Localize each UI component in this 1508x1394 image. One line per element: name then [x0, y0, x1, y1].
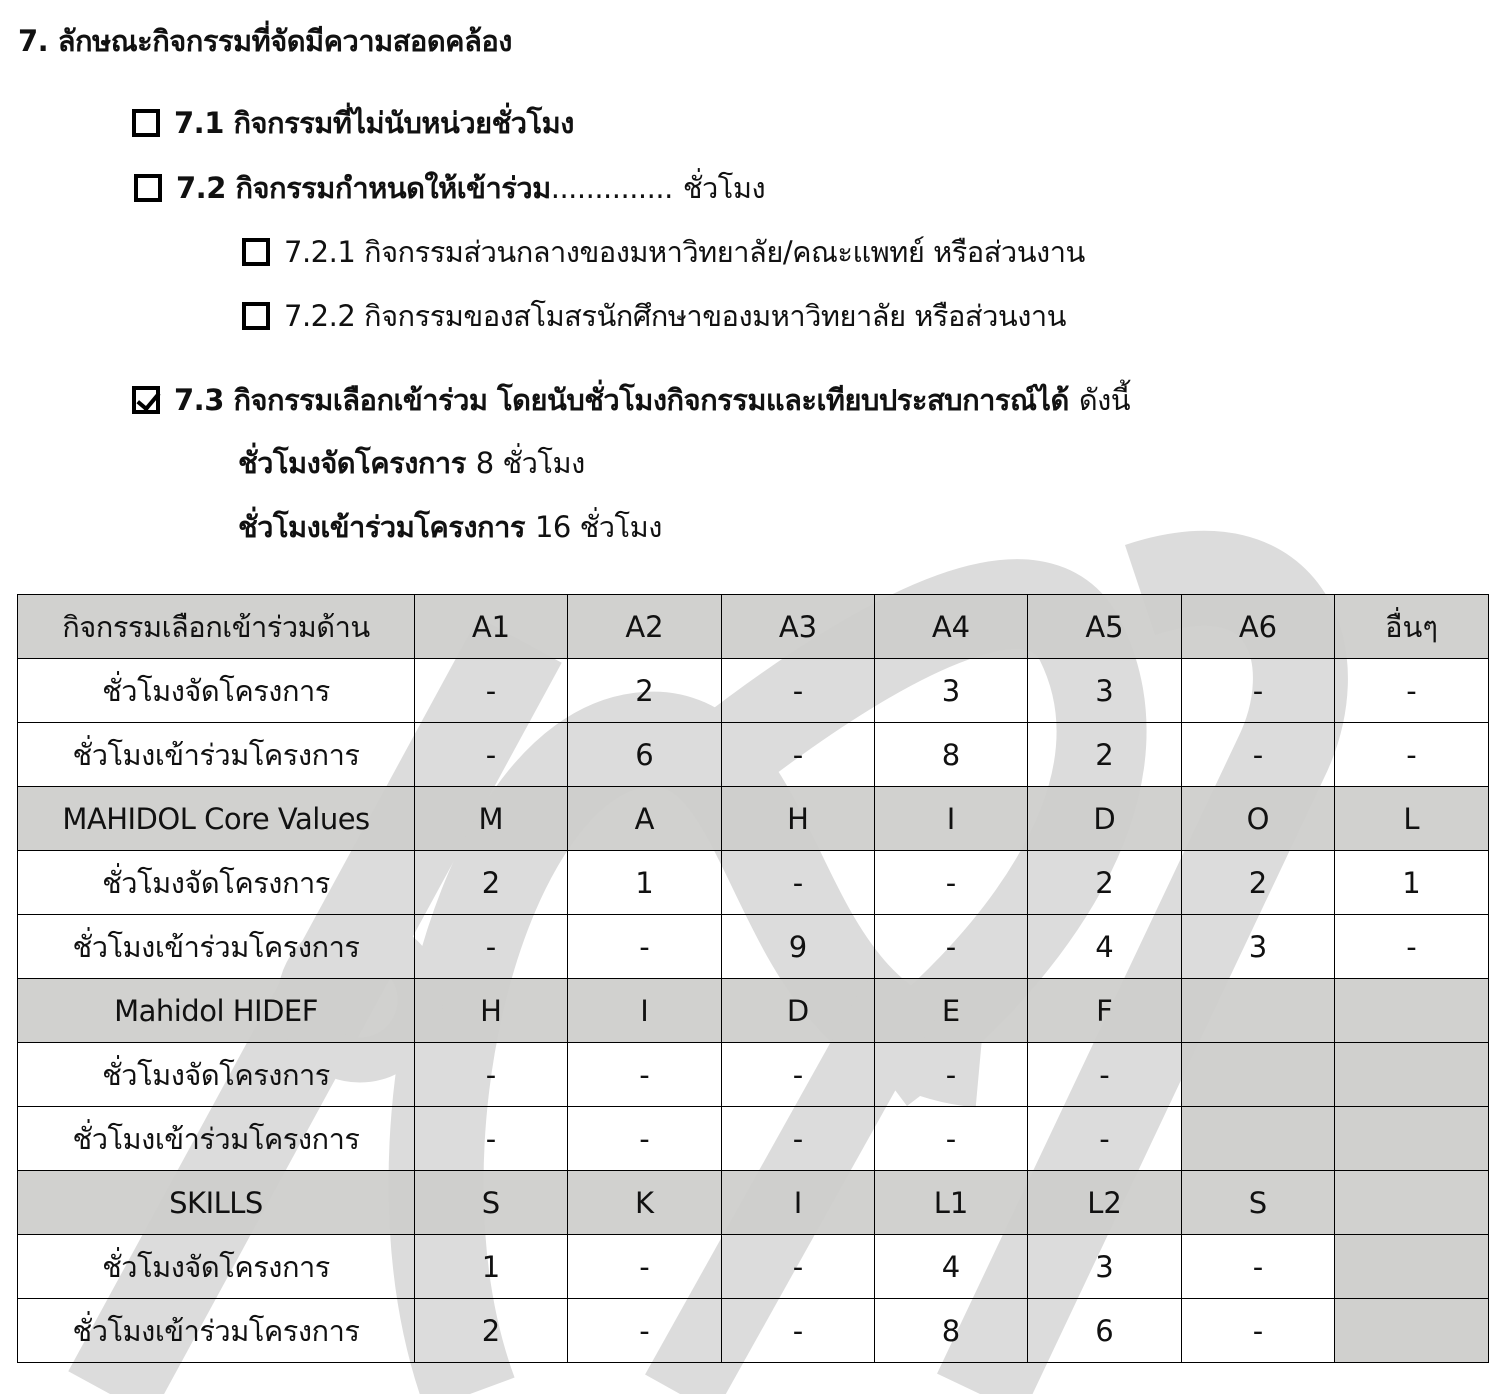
table-cell: - [415, 1043, 568, 1107]
attend-hours-line [238, 504, 662, 550]
table-row [18, 915, 1489, 979]
row-label-cell: SKILLS [18, 1171, 415, 1235]
table-cell: 2 [415, 851, 568, 915]
table-cell: - [1335, 659, 1489, 723]
table-cell: - [722, 723, 875, 787]
option-7-3-suffix: ดังนี้ [1078, 383, 1131, 417]
row-label-cell: ชั่วโมงจัดโครงการ [18, 851, 415, 915]
row-label-cell: MAHIDOL Core Values [18, 787, 415, 851]
table-cell: A1 [415, 595, 568, 659]
table-cell: D [1028, 787, 1182, 851]
table-cell: A4 [875, 595, 1028, 659]
table-cell: S [1182, 1171, 1335, 1235]
table-cell: 3 [1182, 915, 1335, 979]
table-cell [1335, 1043, 1489, 1107]
table-cell: 6 [1028, 1299, 1182, 1363]
table-cell: 1 [415, 1235, 568, 1299]
checkbox-7-3-checked[interactable] [132, 386, 160, 414]
row-label-cell: ชั่วโมงจัดโครงการ [18, 659, 415, 723]
table-row [18, 1299, 1489, 1363]
table-cell: 3 [1028, 659, 1182, 723]
table-cell: - [722, 1107, 875, 1171]
table-cell [1335, 979, 1489, 1043]
checkbox-7-2[interactable] [134, 174, 162, 202]
option-7-2-blank: .............. [550, 171, 673, 205]
table-cell: 9 [722, 915, 875, 979]
table-cell: I [875, 787, 1028, 851]
row-label-cell: ชั่วโมงจัดโครงการ [18, 1235, 415, 1299]
table-group-header-row [18, 979, 1489, 1043]
table-cell: A5 [1028, 595, 1182, 659]
attend-hours-value: 16 ชั่วโมง [534, 510, 662, 544]
table-cell: H [722, 787, 875, 851]
table-cell: K [568, 1171, 722, 1235]
table-cell [1182, 1043, 1335, 1107]
table-group-header-row [18, 595, 1489, 659]
table-cell: 2 [568, 659, 722, 723]
table-cell [1335, 1107, 1489, 1171]
option-7-2-label: 7.2 กิจกรรมกำหนดให้เข้าร่วม [176, 171, 551, 205]
table-cell: 2 [1028, 851, 1182, 915]
option-7-2-suffix: ชั่วโมง [682, 171, 766, 205]
table-cell: O [1182, 787, 1335, 851]
table-cell: A2 [568, 595, 722, 659]
section-heading: 7. ลักษณะกิจกรรมที่จัดมีความสอดคล้อง [18, 24, 512, 58]
table-cell: - [568, 1043, 722, 1107]
row-label-cell: ชั่วโมงเข้าร่วมโครงการ [18, 723, 415, 787]
table-cell: - [1182, 723, 1335, 787]
row-label-cell: ชั่วโมงเข้าร่วมโครงการ [18, 915, 415, 979]
table-cell: - [722, 659, 875, 723]
table-cell: - [875, 915, 1028, 979]
table-row [18, 723, 1489, 787]
table-cell: - [1335, 723, 1489, 787]
table-cell: 3 [875, 659, 1028, 723]
table-cell: L1 [875, 1171, 1028, 1235]
table-cell: 3 [1028, 1235, 1182, 1299]
table-cell: - [415, 915, 568, 979]
table-cell: - [1182, 1299, 1335, 1363]
table-cell: - [1028, 1043, 1182, 1107]
table-cell: H [415, 979, 568, 1043]
option-7-3-label: 7.3 กิจกรรมเลือกเข้าร่วม โดยนับชั่วโมงกิจกรรมและเทียบประสบการณ์ได้ [174, 383, 1069, 417]
table-cell: 2 [1182, 851, 1335, 915]
table-cell: - [875, 851, 1028, 915]
organize-hours-value: 8 ชั่วโมง [475, 446, 585, 480]
table-cell: I [568, 979, 722, 1043]
option-7-2 [134, 165, 765, 211]
table-cell: E [875, 979, 1028, 1043]
table-row [18, 659, 1489, 723]
table-cell: - [415, 1107, 568, 1171]
table-cell: D [722, 979, 875, 1043]
option-7-2-2-label: 7.2.2 กิจกรรมของสโมสรนักศึกษาของมหาวิทยาลัย หรือส่วนงาน [284, 299, 1066, 333]
option-7-1-label: 7.1 กิจกรรมที่ไม่นับหน่วยชั่วโมง [174, 106, 574, 140]
table-cell: A [568, 787, 722, 851]
table-cell: - [722, 1299, 875, 1363]
table-cell: - [1335, 915, 1489, 979]
table-cell: A3 [722, 595, 875, 659]
table-cell [1335, 1171, 1489, 1235]
activity-hours-table [17, 594, 1489, 1363]
table-cell: S [415, 1171, 568, 1235]
table-cell: 1 [1335, 851, 1489, 915]
table-cell: - [568, 915, 722, 979]
table-cell: 2 [415, 1299, 568, 1363]
table-row [18, 851, 1489, 915]
table-cell: L [1335, 787, 1489, 851]
option-7-2-1-label: 7.2.1 กิจกรรมส่วนกลางของมหาวิทยาลัย/คณะแพทย์ หรือส่วนงาน [284, 235, 1085, 269]
table-cell: 4 [1028, 915, 1182, 979]
table-cell: - [722, 1043, 875, 1107]
checkbox-7-2-1[interactable] [242, 238, 270, 266]
table-row [18, 1235, 1489, 1299]
table-cell: - [415, 723, 568, 787]
table-group-header-row [18, 1171, 1489, 1235]
table-row [18, 1043, 1489, 1107]
table-cell: - [1182, 1235, 1335, 1299]
organize-hours-label: ชั่วโมงจัดโครงการ [238, 446, 466, 480]
table-cell: 2 [1028, 723, 1182, 787]
table-cell: - [568, 1299, 722, 1363]
table-cell: - [722, 1235, 875, 1299]
option-7-3 [132, 377, 1130, 423]
table-cell: - [415, 659, 568, 723]
table-group-header-row [18, 787, 1489, 851]
row-label-cell: Mahidol HIDEF [18, 979, 415, 1043]
table-cell: - [568, 1107, 722, 1171]
table-cell: - [568, 1235, 722, 1299]
table-cell: 1 [568, 851, 722, 915]
table-cell: 8 [875, 723, 1028, 787]
table-cell [1182, 1107, 1335, 1171]
table-cell: 4 [875, 1235, 1028, 1299]
row-label-cell: ชั่วโมงเข้าร่วมโครงการ [18, 1299, 415, 1363]
table-row [18, 1107, 1489, 1171]
table-cell: - [1182, 659, 1335, 723]
table-cell: - [875, 1107, 1028, 1171]
table-cell: M [415, 787, 568, 851]
option-7-1 [132, 100, 574, 146]
table-cell [1335, 1299, 1489, 1363]
option-7-2-1 [242, 229, 1085, 275]
row-label-cell: ชั่วโมงเข้าร่วมโครงการ [18, 1107, 415, 1171]
organize-hours-line [238, 440, 585, 486]
table-cell: - [875, 1043, 1028, 1107]
table-cell: F [1028, 979, 1182, 1043]
option-7-2-2 [242, 293, 1066, 339]
table-cell [1335, 1235, 1489, 1299]
attend-hours-label: ชั่วโมงเข้าร่วมโครงการ [238, 510, 525, 544]
table-cell: L2 [1028, 1171, 1182, 1235]
table-cell: A6 [1182, 595, 1335, 659]
checkbox-7-1[interactable] [132, 109, 160, 137]
table-cell [1182, 979, 1335, 1043]
checkbox-7-2-2[interactable] [242, 302, 270, 330]
table-cell: 8 [875, 1299, 1028, 1363]
table-cell: - [1028, 1107, 1182, 1171]
table-cell: I [722, 1171, 875, 1235]
row-label-cell: กิจกรรมเลือกเข้าร่วมด้าน [18, 595, 415, 659]
row-label-cell: ชั่วโมงจัดโครงการ [18, 1043, 415, 1107]
table-cell: 6 [568, 723, 722, 787]
table-cell: - [722, 851, 875, 915]
table-cell: อื่นๆ [1335, 595, 1489, 659]
